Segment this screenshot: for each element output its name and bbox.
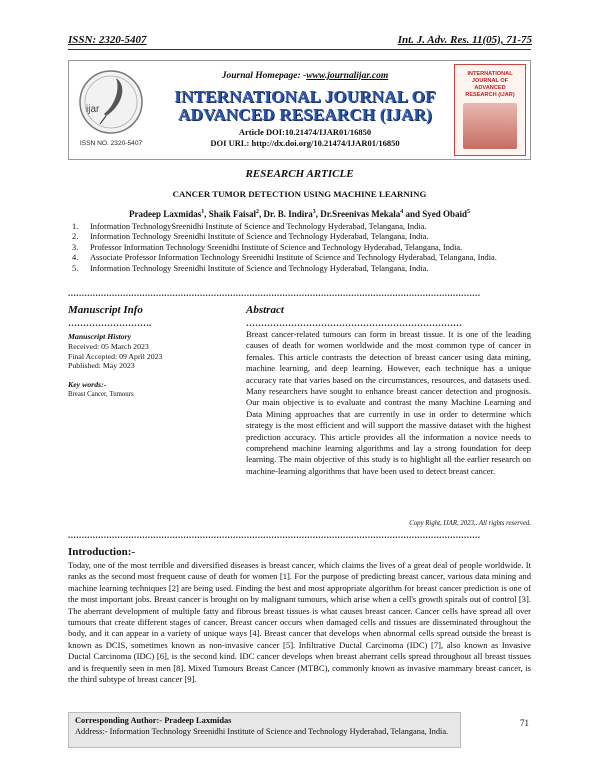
cover-artwork bbox=[463, 103, 517, 149]
affiliation-item bbox=[72, 232, 532, 242]
homepage-label: Journal Homepage: - bbox=[221, 71, 307, 81]
affiliation-text: Associate Professor Information Technology Sreenidhi Institute of Science and Technology Hyderabad, Telangana, India. bbox=[90, 253, 497, 263]
page-number: 71 bbox=[520, 718, 529, 728]
doi-url bbox=[160, 138, 450, 149]
received-date: Received: 05 March 2023 bbox=[68, 341, 149, 351]
affiliation-number: 4. bbox=[72, 253, 79, 263]
doi-url-link[interactable]: http://dx.doi.org/10.21474/IJAR01/16850 bbox=[251, 138, 400, 148]
author-affiliation-marker: 3 bbox=[312, 209, 316, 215]
affiliation-text: Information Technology Sreenidhi Institute of Science and Technology Hyderabad, Telangana, India. bbox=[90, 232, 429, 242]
citation-header: Int. J. Adv. Res. 11(05), 71-75 bbox=[397, 34, 532, 46]
affiliation-item bbox=[72, 243, 532, 253]
article-doi-label: Article DOI: bbox=[238, 127, 285, 137]
affiliation-text: Information Technology Sreenidhi Institute of Science and Technology Hyderabad, Telangana, India. bbox=[90, 263, 429, 273]
cover-title: INTERNATIONAL JOURNAL OF ADVANCED RESEARCH (IJAR) bbox=[465, 71, 515, 98]
author-affiliation-marker: 5 bbox=[467, 209, 471, 215]
author-name: Pradeep Laxmidas bbox=[128, 209, 202, 219]
history-label: Manuscript History bbox=[68, 332, 132, 341]
journal-cover-thumbnail bbox=[454, 64, 526, 156]
abstract-section bbox=[246, 304, 531, 477]
journal-title-line1: INTERNATIONAL JOURNAL OF bbox=[174, 87, 436, 106]
author-affiliation-marker: 4 bbox=[400, 209, 404, 215]
manuscript-info bbox=[68, 304, 233, 400]
corresponding-author-label: Corresponding Author:- Pradeep Laxmidas bbox=[75, 716, 232, 725]
copyright-note: Copy Right, IJAR, 2023,. All rights reserved. bbox=[409, 520, 531, 527]
author-name: Shaik Faisal bbox=[208, 209, 257, 219]
logo-text: ijar bbox=[86, 104, 100, 115]
corresponding-author-address: Address:- Information Technology Sreenidhi Institute of Science and Technology Hyderabad, Telangana, India. bbox=[75, 726, 449, 736]
journal-logo bbox=[76, 66, 146, 152]
affiliation-item bbox=[72, 264, 532, 274]
manuscript-info-heading: Manuscript Info bbox=[68, 304, 143, 316]
author-name: Dr. B. Indira bbox=[263, 209, 313, 219]
affiliation-item bbox=[72, 222, 532, 232]
authors-line: Pradeep Laxmidas$^1$, Shaik Faisal$^2$, Dr. B. Indira$^3$, Dr.Sreenivas Mekala$^4$ and Syed Obaid$^5$ bbox=[128, 209, 471, 219]
affiliation-text: Information TechnologySreenidhi Institute of Science and Technology Hyderabad, Telangana, India. bbox=[90, 222, 427, 231]
affiliation-item bbox=[72, 253, 532, 263]
introduction-text: Today, one of the most terrible and diversified diseases is breast cancer, which claims the lives of a great deal of people worldwide. It ranks as the second most frequent cause of death for women [1]. For the purpose of predicting breast cancer, various data mining and machine learning techniques [2] are being used. Finding the best and most appropriate algorithm for breast cancer prediction is one of the most important jobs. Breast cancer is brought on by malignant tumours, which arise when a cell's growth spirals out of control [3]. The aberrant development of multiple fatty and fibrous breast tissues is what causes breast cancer. Cancer cells have spread all over tumours that create different stages of cancer. Breast cancer occurs when damaged cells and tissues are disseminated throughout the body, and it can appear in a variety of unique ways [4]. Breast cancer that develops when abnormal cells spread outside the breast is known as DCIS, sometimes known as non-invasive cancer [5]. Infiltrative Ductal Carcinoma (IDC) [7], also known as Invasive Ductal Carcinoma (IDC) [6], is the second kind. IDC cancer develops when breast aberrant cells spread throughout all breast tissues and is frequently seen in men [8]. Mixed Tumours Breast Cancer (MTBC), commonly known as invasive mammary breast cancer, is the third subtype of breast cancer [9]. bbox=[68, 560, 531, 685]
abstract-text: Breast cancer-related tumours can form in breast tissue. It is one of the leading causes of death for women worldwide and the most common type of cancer in females. This article contrasts the detection of breast cancer using data mining, machine learning, and deep learning. However, each technique has a unique accuracy rate that varies based on the circumstances, resources, and datasets used. Many researchers have sought to enhance breast cancer detection and prognosis. Our main objective is to evaluate and contrast the many Machine Learning and Data Mining approaches that are currently in use in order to determine which strategy is the most efficient and will support the massive dataset with the highest prediction accuracy. This article provides all the information a novice needs to comprehend machine learning algorithms and lay a strong foundation for deep learning. The main objective of this study is to highlight all the earlier research on machine-learning algorithms that have been used to detect breast cancer. bbox=[246, 329, 531, 476]
affiliation-number: 1. bbox=[72, 222, 79, 231]
article-doi bbox=[160, 127, 450, 138]
logo-issn: ISSN NO. 2320-5407 bbox=[79, 140, 143, 147]
header-rule bbox=[68, 49, 531, 50]
accepted-date: Final Accepted: 09 April 2023 bbox=[68, 351, 163, 361]
journal-title-line2: ADVANCED RESEARCH (IJAR) bbox=[178, 105, 432, 124]
journal-title bbox=[160, 88, 450, 124]
issn-header: ISSN: 2320-5407 bbox=[68, 34, 147, 46]
separator-dots-bottom: ...................................................................................................................................................... bbox=[68, 530, 481, 540]
introduction-heading: Introduction:- bbox=[68, 546, 136, 558]
article-title: CANCER TUMOR DETECTION USING MACHINE LEARNING bbox=[172, 189, 427, 199]
abstract-heading: Abstract bbox=[246, 304, 284, 316]
affiliation-number: 3. bbox=[72, 242, 79, 252]
article-type: RESEARCH ARTICLE bbox=[245, 168, 354, 180]
homepage-link[interactable]: www.journalijar.com bbox=[306, 71, 389, 81]
affiliation-number: 2. bbox=[72, 232, 79, 242]
doi-url-label: DOI URL: bbox=[210, 138, 250, 148]
author-affiliation-marker: 1 bbox=[201, 209, 205, 215]
separator-dots-top: ...................................................................................................................................................... bbox=[68, 288, 481, 298]
affiliation-number: 5. bbox=[72, 263, 79, 273]
journal-homepage bbox=[160, 71, 450, 81]
article-doi-value: 10.21474/IJAR01/16850 bbox=[284, 127, 372, 137]
keywords-label: Key words:- bbox=[68, 380, 107, 390]
author-name: Syed Obaid bbox=[422, 209, 468, 219]
affiliation-text: Professor Information Technology Sreenidhi Institute of Science and Technology Hyderabad, Telangana, India. bbox=[90, 242, 463, 252]
published-date: Published: May 2023 bbox=[68, 361, 135, 371]
corresponding-author-box bbox=[68, 712, 461, 748]
keywords-value: Breast Cancer, Tumours bbox=[68, 390, 134, 398]
author-affiliation-marker: 2 bbox=[256, 209, 260, 215]
manuscript-dots: ………………………. bbox=[68, 318, 152, 328]
abstract-dots: ……………………………………………………………… bbox=[246, 318, 462, 328]
author-name: Dr.Sreenivas Mekala bbox=[320, 209, 401, 219]
affiliations-list bbox=[72, 222, 532, 274]
